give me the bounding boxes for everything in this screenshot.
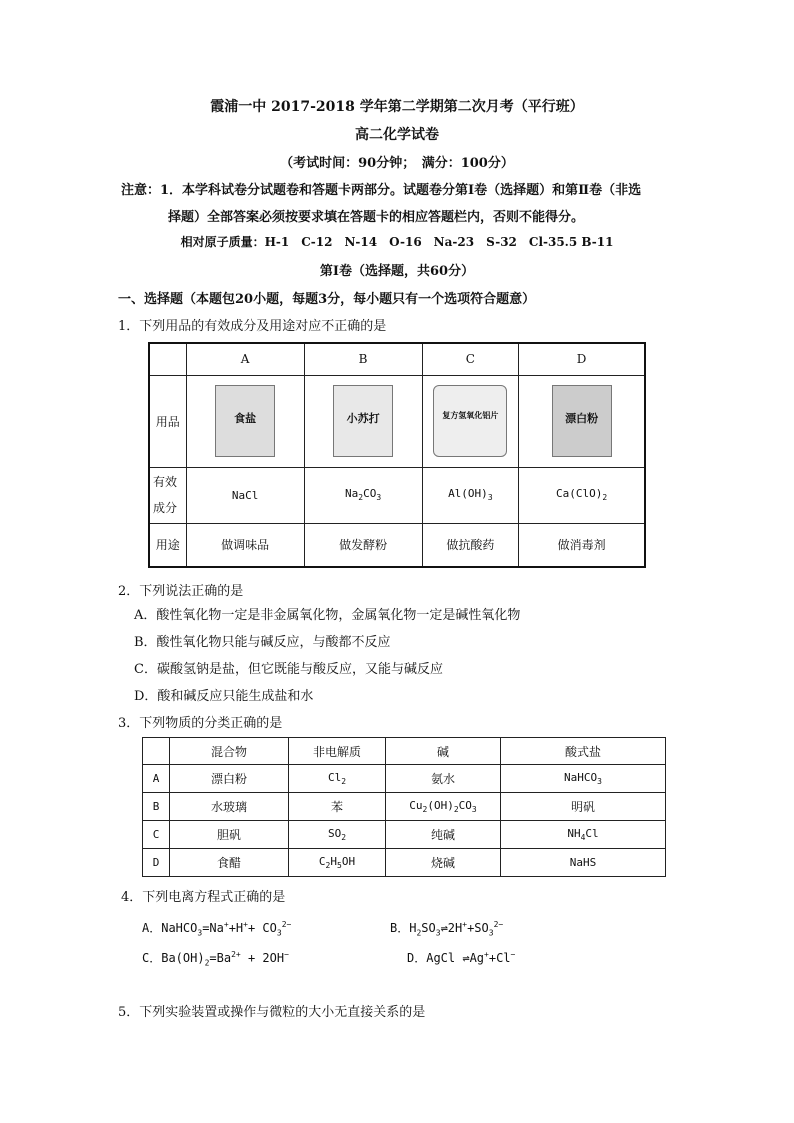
q3-header-corner [143,738,170,765]
q2-option-d: D．酸和碱反应只能生成盐和水 [134,689,314,704]
q3-row-d-mixture: 食醋 [170,849,289,877]
q1-component-d: $Ca(ClO)_2$ [519,467,645,523]
q3-header-mixture: 混合物 [170,738,289,765]
q3-header-base: 碱 [386,738,501,765]
q3-row-a-acid-salt: NaHCO$_3$ [501,765,666,793]
bleach-powder-package-image: 漂白粉 [552,385,612,457]
atomic-masses: 相对原子质量：H-1 C-12 N-14 O-16 Na-23 S-32 Cl-35.5 B-11 [180,235,614,249]
q3-row-c-base: 纯碱 [386,821,501,849]
exam-title: 霞浦一中 2017-2018 学年第二学期第二次月考（平行班） [210,99,584,115]
q1-component-c: $Al(OH)_3$ [422,467,519,523]
section-title: 一、选择题（本题包20小题，每题3分，每小题只有一个选项符合题意） [118,292,536,307]
q2-option-c: C．碳酸氢钠是盐，但它既能与酸反应，又能与碱反应 [134,662,443,677]
exam-subtitle: 高二化学试卷 [355,127,439,143]
q3-stem: 3．下列物质的分类正确的是 [118,716,283,731]
q1-component-a: NaCl [186,467,304,523]
note-line-2: 择题）全部答案必须按要求填在答题卡的相应答题栏内，否则不能得分。 [168,210,585,225]
q1-row-label-use: 用途 [149,523,186,567]
q3-row-c-mixture: 胆矾 [170,821,289,849]
q1-header-c: C [422,343,519,375]
q3-header-nonelectrolyte: 非电解质 [289,738,386,765]
q3-row-a-base: 氨水 [386,765,501,793]
antacid-bottle-image: 复方氢氧化铝片 [433,385,507,457]
q1-use-d: 做消毒剂 [519,523,645,567]
salt-package-image: 食盐 [215,385,275,457]
q1-corner [149,343,186,375]
q3-row-b-mixture: 水玻璃 [170,793,289,821]
note-line-1: 注意：1．本学科试卷分试题卷和答题卡两部分。试题卷分第Ⅰ卷（选择题）和第Ⅱ卷（非选 [121,183,642,198]
q3-row-a-mixture: 漂白粉 [170,765,289,793]
q3-header-acid-salt: 酸式盐 [501,738,666,765]
q1-use-c: 做抗酸药 [422,523,519,567]
q3-row-a-nonelectrolyte: $Cl_2$ [289,765,386,793]
q3-row-b-base: $Cu_2(OH)_2CO_3$ [386,793,501,821]
q3-row-b-acid-salt: 明矾 [501,793,666,821]
q3-row-c-label: C [143,821,170,849]
q1-component-b: $Na_2CO_3$ [304,467,422,523]
q3-row-a-label: A [143,765,170,793]
q5-stem: 5．下列实验装置或操作与微粒的大小无直接关系的是 [118,1005,426,1020]
exam-info: （考试时间：90分钟； 满分：100分） [280,156,514,171]
q4-option-b: B．$H_2SO_3\rightleftharpoons 2H^++SO_3^{2-}$ [390,920,504,938]
q3-row-b-label: B [143,793,170,821]
q4-option-a: A．NaHCO$_3$=Na++H++ $CO_3^{2-}$ [142,920,292,938]
q3-row-d-nonelectrolyte: $C_2H_5OH$ [289,849,386,877]
q3-row-d-label: D [143,849,170,877]
q1-row-label-product: 用品 [149,375,186,467]
q2-stem: 2．下列说法正确的是 [118,584,244,599]
baking-soda-package-image: 小苏打 [333,385,393,457]
q1-use-b: 做发酵粉 [304,523,422,567]
q3-row-d-acid-salt: NaHS [501,849,666,877]
q3-row-c-acid-salt: $NH_4Cl$ [501,821,666,849]
q1-header-b: B [304,343,422,375]
q1-header-a: A [186,343,304,375]
q1-stem: 1．下列用品的有效成分及用途对应不正确的是 [118,319,387,334]
q3-row-c-nonelectrolyte: $SO_2$ [289,821,386,849]
q4-option-c: C．$Ba(OH)_2=Ba^{2+} + 2OH^-$ [142,950,289,968]
q1-table [148,342,646,568]
part1-title: 第Ⅰ卷（选择题，共60分） [319,264,475,279]
q3-row-d-base: 烧碱 [386,849,501,877]
q2-option-b: B．酸性氧化物只能与碱反应，与酸都不反应 [134,635,391,650]
q1-use-a: 做调味品 [186,523,304,567]
q3-table [142,737,666,877]
q1-header-d: D [519,343,645,375]
q3-row-b-nonelectrolyte: 苯 [289,793,386,821]
q4-stem: 4．下列电离方程式正确的是 [121,890,286,905]
q2-option-a: A．酸性氧化物一定是非金属氧化物，金属氧化物一定是碱性氧化物 [134,608,521,623]
q1-row-label-component: 有效成分 [149,467,186,523]
q4-option-d: D．AgCl ⇌Ag++Cl− [407,950,516,965]
